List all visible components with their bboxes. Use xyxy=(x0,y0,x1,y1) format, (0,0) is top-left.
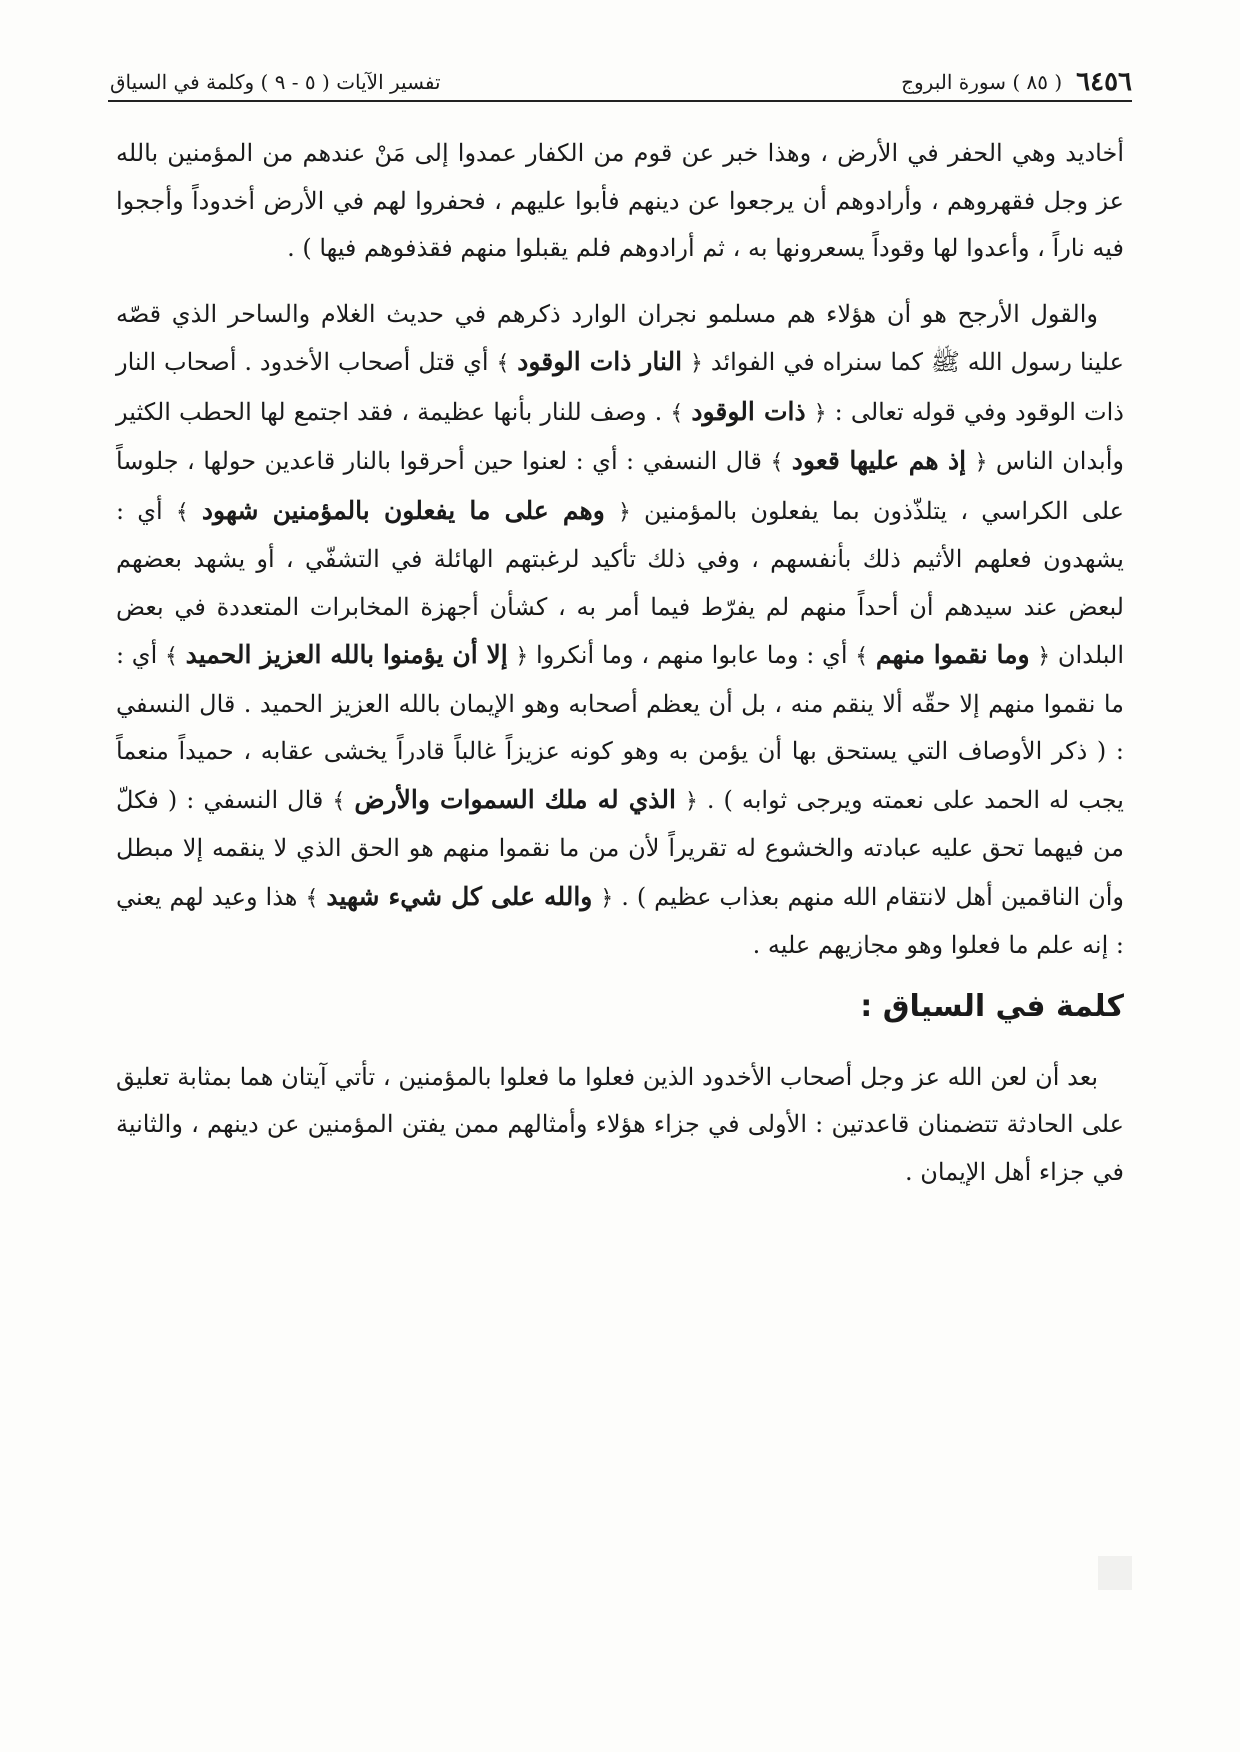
header-rule xyxy=(108,100,1132,102)
verse-quote-3: إذ هم عليها قعود xyxy=(791,446,967,475)
scan-artifact xyxy=(1098,1556,1132,1590)
verse-close-bracket: ﴾ xyxy=(855,644,869,669)
verse-open-bracket: ﴿ xyxy=(515,644,529,669)
verse-close-bracket: ﴾ xyxy=(332,788,346,814)
verse-close-bracket: ﴾ xyxy=(770,450,784,475)
verse-open-bracket: ﴿ xyxy=(974,450,988,475)
verse-quote-2: ذات الوقود xyxy=(691,396,806,426)
verse-open-bracket: ﴿ xyxy=(813,400,827,426)
verse-close-bracket: ﴾ xyxy=(175,499,189,525)
running-header xyxy=(110,56,1132,96)
p2-text-1: والقول الأرجح هو أن هؤلاء هم مسلمو نجران الوارد ذكرهم في حديث الغلام والساحر الذي قصّه علينا رسول الله ﷺ كما سنراه في الفوائد xyxy=(116,299,1124,376)
p2-text-9: هذا وعيد لهم يعني : إنه علم ما فعلوا وهو مجازيهم عليه . xyxy=(116,882,1124,959)
header-right-group xyxy=(901,68,1132,96)
verse-close-bracket: ﴾ xyxy=(165,644,178,669)
page-number: ٦٤٥٦ xyxy=(1076,67,1132,97)
verse-open-bracket: ﴿ xyxy=(1037,644,1051,669)
verse-close-bracket: ﴾ xyxy=(496,351,510,376)
verse-quote-1: النار ذات الوقود xyxy=(517,347,683,376)
verse-quote-8: والله على كل شيء شهيد xyxy=(326,881,593,911)
section-heading: كلمة في السياق : xyxy=(860,988,1124,1024)
p2-text-5: أي : يشهدون فعلهم الأثيم ذلك بأنفسهم ، وفي ذلك تأكيد لرغبتهم الهائلة في التشفّي ، أو يشهد بعضهم لبعض عند سيدهم أن أحداً منهم لم يفرّط فيما أمر به ، كشأن أجهزة المخابرات المتعددة في بعض البلدان xyxy=(116,496,1124,669)
p2-text-2: أي قتل أصحاب الأخدود . أصحاب النار ذات الوقود وفي قوله تعالى : xyxy=(116,348,1124,426)
paragraph-1: أخاديد وهي الحفر في الأرض ، وهذا خبر عن قوم من الكفار عمدوا إلى مَنْ عندهم من المؤمنين بالله عز وجل فقهروهم ، وأرادوهم أن يرجعوا عن دينهم فأبوا عليهم ، فحفروا لهم في الأرض أخدوداً وأججوا فيه ناراً ، وأعدوا لها وقوداً يسعرونها به ، ثم أرادوهم فلم يقبلوا منهم فقذفوهم فيها ) . xyxy=(116,139,1124,262)
p2-text-4: قال النسفي : أي : لعنوا حين أحرقوا بالنار قاعدين حولها ، جلوساً على الكراسي ، يتلذّذون بما يفعلون بالمؤمنين xyxy=(116,447,1124,525)
surah-title: ( ٨٥ ) سورة البروج xyxy=(901,70,1063,94)
p2-text-8: قال النسفي : ( فكلّ من فيهما تحق عليه عبادته والخشوع له تقريراً لأن من ما نقموا منهم هو الحق الذي لا ينقمه إلا مبطل وأن الناقمين أهل لانتقام الله منهم بعذاب عظيم ) . xyxy=(116,785,1124,911)
verse-close-bracket: ﴾ xyxy=(305,885,319,911)
verse-quote-5: وما نقموا منهم xyxy=(875,640,1030,669)
section-paragraph: بعد أن لعن الله عز وجل أصحاب الأخدود الذين فعلوا ما فعلوا بالمؤمنين ، تأتي آيتان هما بمثابة تعليق على الحادثة تتضمنان قاعدتين : الأولى في جزاء هؤلاء وأمثالهم ممن يفتن المؤمنين عن دينهم ، والثانية في جزاء أهل الإيمان . xyxy=(116,1062,1124,1186)
p2-text-3: . وصف للنار بأنها عظيمة ، فقد اجتمع لها الحطب الكثير وأبدان الناس xyxy=(116,397,1124,475)
page-body xyxy=(116,130,1124,1196)
verse-open-bracket: ﴿ xyxy=(600,885,614,911)
verse-quote-6: إلا أن يؤمنوا بالله العزيز الحميد xyxy=(185,640,508,669)
verse-quote-4: وهم على ما يفعلون بالمؤمنين شهود xyxy=(201,495,605,525)
p2-text-7: أي : ما نقموا منهم إلا حقّه ألا ينقم منه ، بل أن يعظم أصحابه وهو الإيمان بالله العزيز الحميد . قال النسفي : ( ذكر الأوصاف التي يستحق بها أن يؤمن به وهو كونه عزيزاً غالباً قادراً يخشى عقابه ، حميداً منعماً يجب له الحمد على نعمته ويرجى ثوابه ) . xyxy=(116,641,1124,814)
p2-text-6: أي : وما عابوا منهم ، وما أنكروا xyxy=(536,641,848,669)
paragraph-2 xyxy=(116,291,1124,970)
verse-close-bracket: ﴾ xyxy=(670,400,684,426)
section-label: تفسير الآيات ( ٥ - ٩ ) وكلمة في السياق xyxy=(110,70,441,94)
verse-open-bracket: ﴿ xyxy=(690,351,703,376)
verse-quote-7: الذي له ملك السموات والأرض xyxy=(354,784,676,814)
verse-open-bracket: ﴿ xyxy=(684,788,698,814)
verse-open-bracket: ﴿ xyxy=(617,499,631,525)
